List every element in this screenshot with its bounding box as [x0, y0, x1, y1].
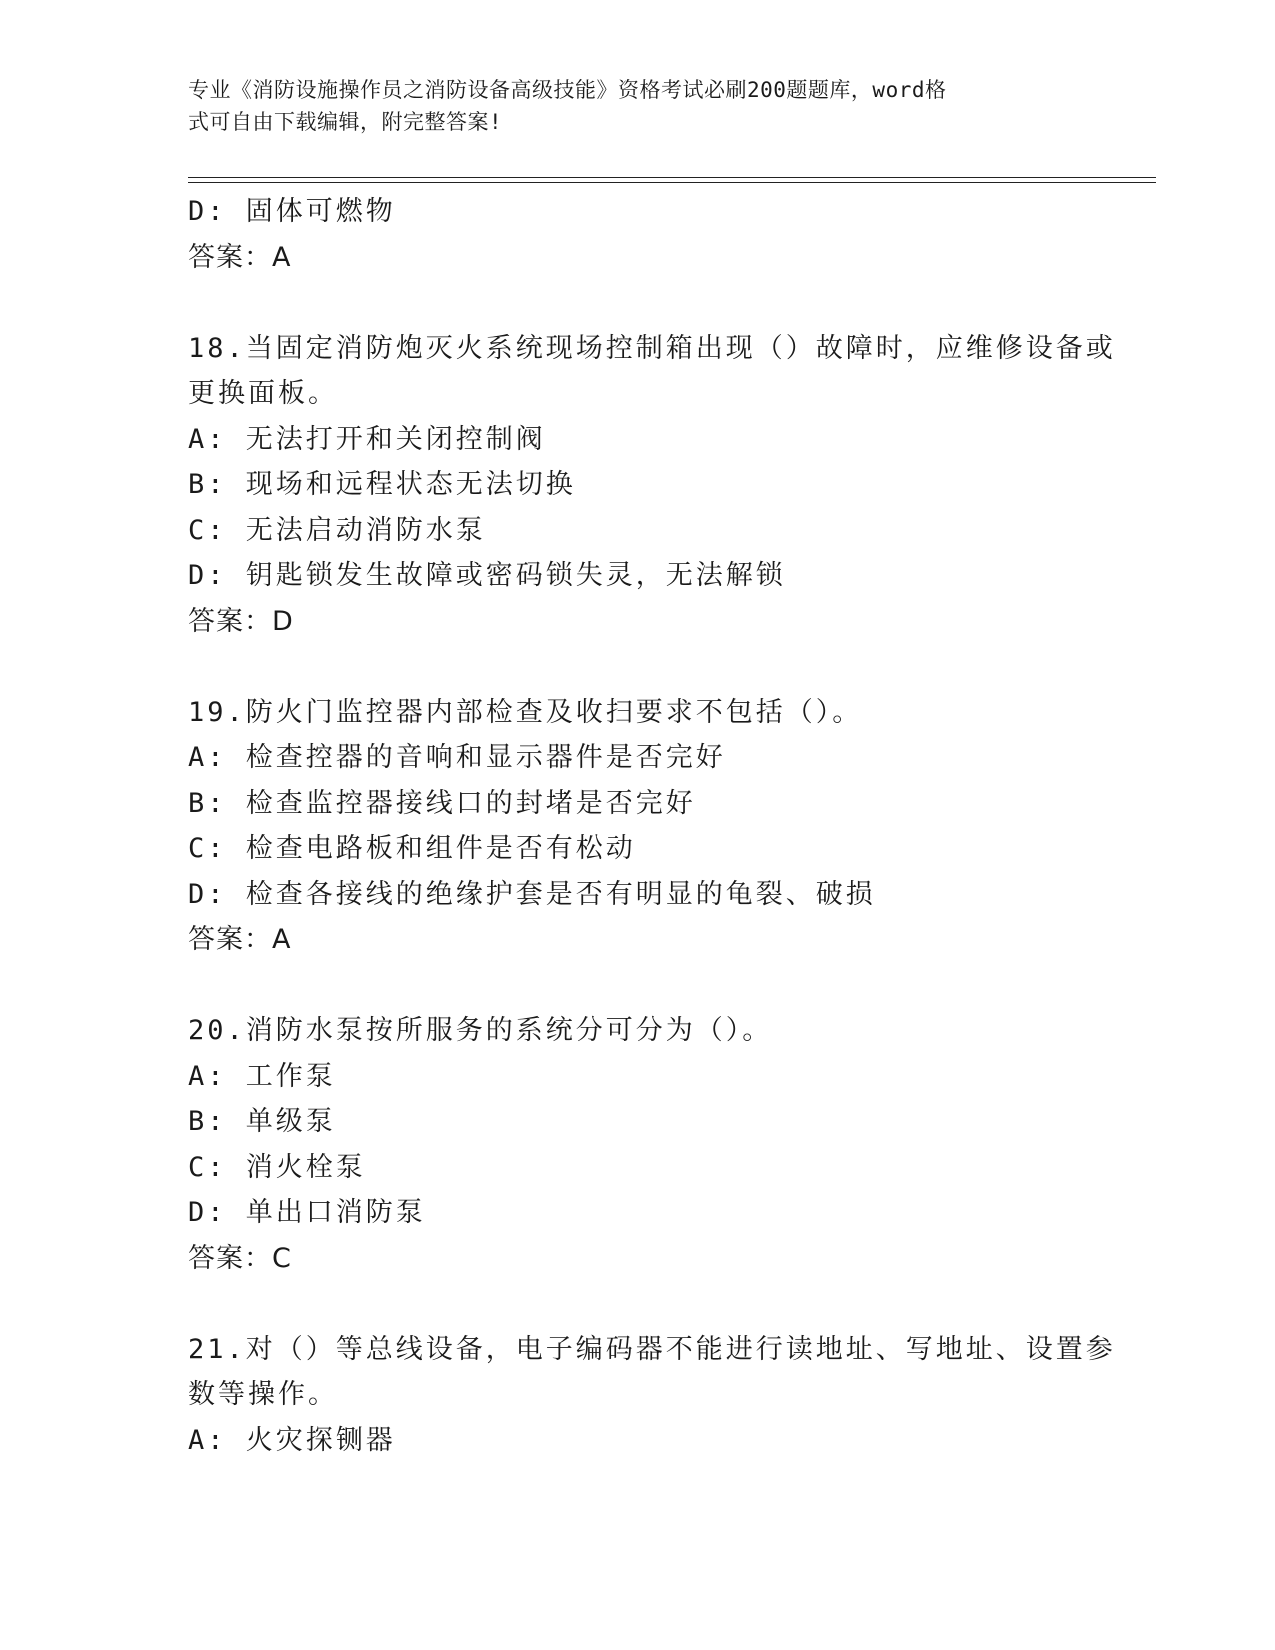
option-d: D: 固体可燃物: [188, 196, 396, 227]
answer-line: 答案：C: [188, 1242, 292, 1274]
spacer: [188, 644, 1088, 690]
spacer: [188, 280, 1088, 326]
header-divider-top: [188, 177, 1156, 178]
option-b: B: 单级泵: [188, 1106, 336, 1137]
question-stem: 19.防火门监控器内部检查及收扫要求不包括（）。: [188, 696, 863, 728]
header-line-1: 专业《消防设施操作员之消防设备高级技能》资格考试必刷200题题库，word格: [188, 78, 947, 102]
option-c: C: 无法启动消防水泵: [188, 514, 486, 546]
spacer: [188, 963, 1088, 1009]
answer-line: 答案：A: [188, 924, 292, 955]
question-20: [188, 1008, 1088, 1281]
question-21: [188, 1327, 1116, 1464]
option-c: C: 检查电路板和组件是否有松动: [188, 833, 636, 864]
document-header: [188, 74, 1078, 138]
answer-line: 答案：A: [188, 241, 292, 273]
option-d: D: 检查各接线的绝缘护套是否有明显的龟裂、破损: [188, 878, 876, 910]
option-b: B: 检查监控器接线口的封堵是否完好: [188, 787, 696, 819]
header-divider-bottom: [188, 182, 1156, 183]
option-d: D: 单出口消防泵: [188, 1197, 426, 1228]
question-stem: 18.当固定消防炮灭火系统现场控制箱出现（）故障时，应维修设备或: [188, 332, 1116, 364]
spacer: [188, 1281, 1088, 1327]
question-stem: 20.消防水泵按所服务的系统分可分为（）。: [188, 1015, 773, 1046]
option-c: C: 消火栓泵: [188, 1151, 366, 1183]
option-a: A: 无法打开和关闭控制阀: [188, 423, 546, 455]
header-line-2: 式可自由下载编辑，附完整答案!: [188, 110, 503, 134]
question-19: [188, 690, 1088, 963]
question-list: [188, 189, 1116, 1463]
option-a: A: 工作泵: [188, 1060, 336, 1092]
option-b: B: 现场和远程状态无法切换: [188, 469, 576, 500]
option-a: A: 检查控器的音响和显示器件是否完好: [188, 742, 726, 773]
question-stem: 21.对（）等总线设备，电子编码器不能进行读地址、写地址、设置参: [188, 1333, 1116, 1365]
option-d: D: 钥匙锁发生故障或密码锁失灵，无法解锁: [188, 560, 786, 591]
question-18: [188, 326, 1116, 645]
question-stem-continued: 数等操作。: [188, 1379, 338, 1410]
question-stem-continued: 更换面板。: [188, 378, 338, 409]
option-a: A: 火灾探铡器: [188, 1424, 396, 1456]
answer-line: 答案：D: [188, 605, 294, 637]
